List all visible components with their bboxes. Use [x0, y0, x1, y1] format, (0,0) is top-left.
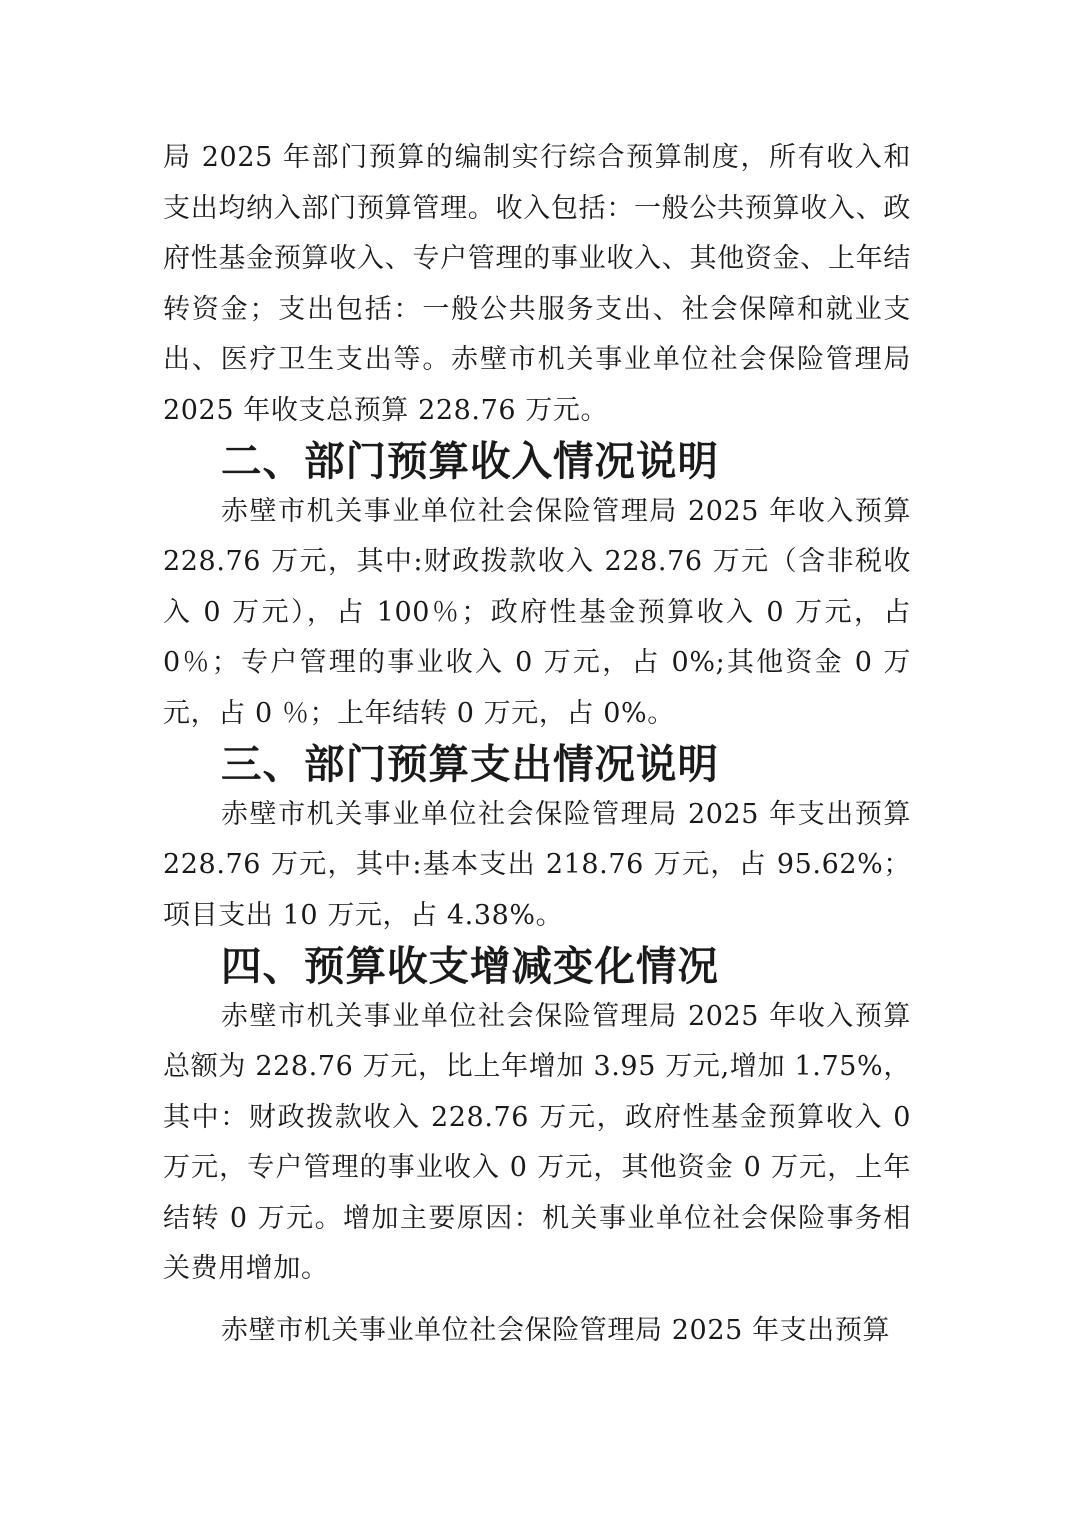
changes-paragraph: 赤壁市机关事业单位社会保险管理局 2025 年收入预算总额为 228.76 万元，比上年增加 3.95 万元,增加 1.75%，其中：财政拨款收入 228.76 万元，政府性基金预算收入 0 万元，专户管理的事业收入 0 万元，其他资金 0 万元，上年结转 0 万元。增加主要原因：机关事业单位社会保险事务相关费用增加。: [163, 1000, 911, 1284]
document-page: [163, 133, 911, 1356]
changes-paragraph-continued: 赤壁市机关事业单位社会保险管理局 2025 年支出预算: [221, 1314, 891, 1346]
section-heading-expenditure: 三、部门预算支出情况说明: [221, 740, 719, 788]
section-heading-changes: 四、预算收支增减变化情况: [221, 942, 719, 990]
expenditure-paragraph: 赤壁市机关事业单位社会保险管理局 2025 年支出预算 228.76 万元，其中:基本支出 218.76 万元，占 95.62%；项目支出 10 万元，占 4.38%。: [163, 798, 911, 931]
intro-paragraph: 局 2025 年部门预算的编制实行综合预算制度，所有收入和支出均纳入部门预算管理。收入包括：一般公共预算收入、政府性基金预算收入、专户管理的事业收入、其他资金、上年结转资金；支出包括：一般公共服务支出、社会保障和就业支出、医疗卫生支出等。赤壁市机关事业单位社会保险管理局 2025 年收支总预算 228.76 万元。: [163, 142, 911, 426]
section-heading-income: 二、部门预算收入情况说明: [221, 437, 719, 485]
income-paragraph: 赤壁市机关事业单位社会保险管理局 2025 年收入预算 228.76 万元，其中:财政拨款收入 228.76 万元（含非税收入 0 万元），占 100％；政府性基金预算收入 0 万元，占 0％；专户管理的事业收入 0 万元，占 0%;其他资金 0 万元，占 0 ％；上年结转 0 万元，占 0%。: [163, 495, 911, 729]
